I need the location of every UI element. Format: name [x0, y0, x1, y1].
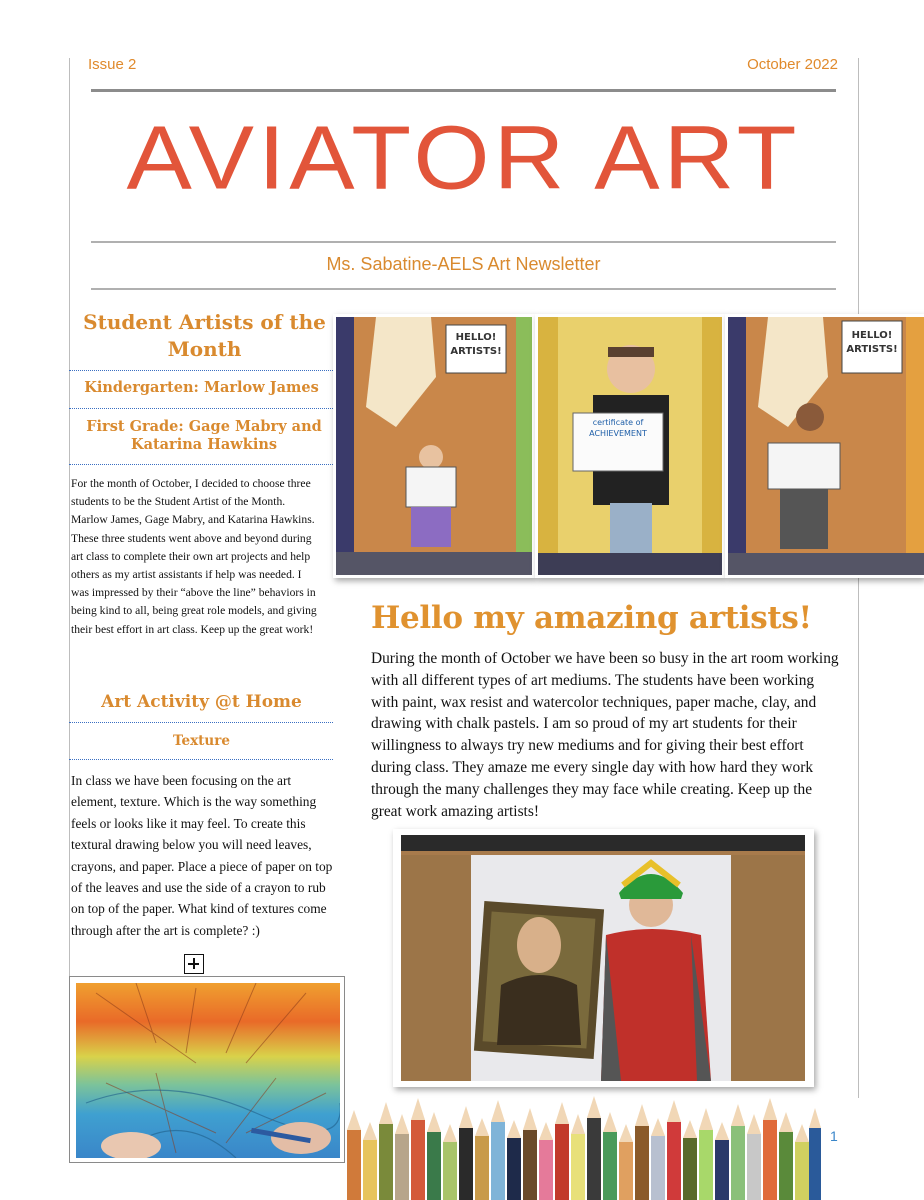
expand-icon[interactable] — [184, 954, 204, 974]
newsletter-title-text: AVIATOR ART — [126, 106, 801, 208]
title-rule — [91, 241, 836, 243]
door-sign-text: HELLO! ARTISTS! — [450, 332, 502, 357]
photo-frame — [336, 317, 532, 575]
first-grade-heading: First Grade: Gage Mabry and Katarina Hawkins — [86, 418, 322, 453]
issue-date: October 2022 — [747, 56, 838, 73]
article-body: During the month of October we have been so busy in the art room working with all different types of art mediums. The students have been working with paint, wax resist and watercolor techniques, paper mache, clay, and drawing with chalk pastels. I am so proud of my art students for their willingness to always try new mediums and for giving their best effort during class. They amaze me every single day with how hard they work through the many challenges they may face while creating. Keep up the great work amazing artists! — [371, 650, 839, 820]
artists-paragraph: For the month of October, I decided to choose three students to be the Student Artist of the Month. Marlow James, Gage Mabry, and Katarina Hawkins. These three students went above and beyond during art class to complete their own art projects and help others as my artist assistants if help was needed. I was impressed by their “above the line” behaviors in being kind to all, being great role models, and giving their best effort in art class. Keep up the great work! — [71, 477, 317, 636]
divider — [69, 722, 333, 723]
newsletter-subtitle: Ms. Sabatine-AELS Art Newsletter — [326, 254, 601, 274]
article-heading: Hello my amazing artists! — [371, 600, 812, 636]
page-number: 1 — [830, 1128, 838, 1144]
leaf-rubbing-image — [69, 976, 345, 1163]
student-photo-2 — [535, 314, 725, 578]
student-photo-1 — [333, 314, 535, 578]
header-rule — [91, 89, 836, 92]
certificate-text: certificate of ACHIEVEMENT — [589, 418, 647, 438]
divider — [69, 370, 333, 371]
leaf-rubbing-art — [76, 983, 340, 1158]
artists-heading: Student Artists of the Month — [83, 310, 326, 361]
divider — [69, 759, 333, 760]
subtitle-rule — [91, 288, 836, 290]
student-boy-icon — [538, 317, 722, 575]
newsletter-title — [91, 108, 836, 206]
pencil-row — [347, 1096, 821, 1200]
divider — [69, 464, 333, 465]
issue-number: Issue 2 — [88, 56, 137, 73]
kindergarten-heading: Kindergarten: Marlow James — [84, 379, 319, 396]
leaf-veins-icon — [76, 983, 340, 1158]
colored-pencils-border — [347, 1090, 822, 1200]
photo-frame — [538, 317, 722, 575]
activity-subheading: Texture — [173, 733, 230, 749]
divider — [69, 408, 333, 409]
hand-shape — [101, 1132, 161, 1158]
activity-paragraph: In class we have been focusing on the art element, texture. Which is the way something feels or looks like it may feel. To create this textural drawing below you will need leaves, crayons, and paper. Place a piece of paper on top of the leaves and use the side of a crayon to rub on top of the paper. What kind of textures come through after the art is complete? :) — [71, 773, 333, 938]
mona-lisa-costume-icon — [401, 835, 805, 1081]
photo-frame — [728, 317, 924, 575]
page-border-right — [858, 58, 859, 1098]
photo-frame — [401, 835, 805, 1081]
activity-heading: Art Activity @t Home — [101, 692, 302, 712]
door-sign-text: HELLO! ARTISTS! — [846, 330, 898, 355]
student-photo-3 — [725, 314, 924, 578]
mona-lisa-photo — [393, 829, 814, 1087]
